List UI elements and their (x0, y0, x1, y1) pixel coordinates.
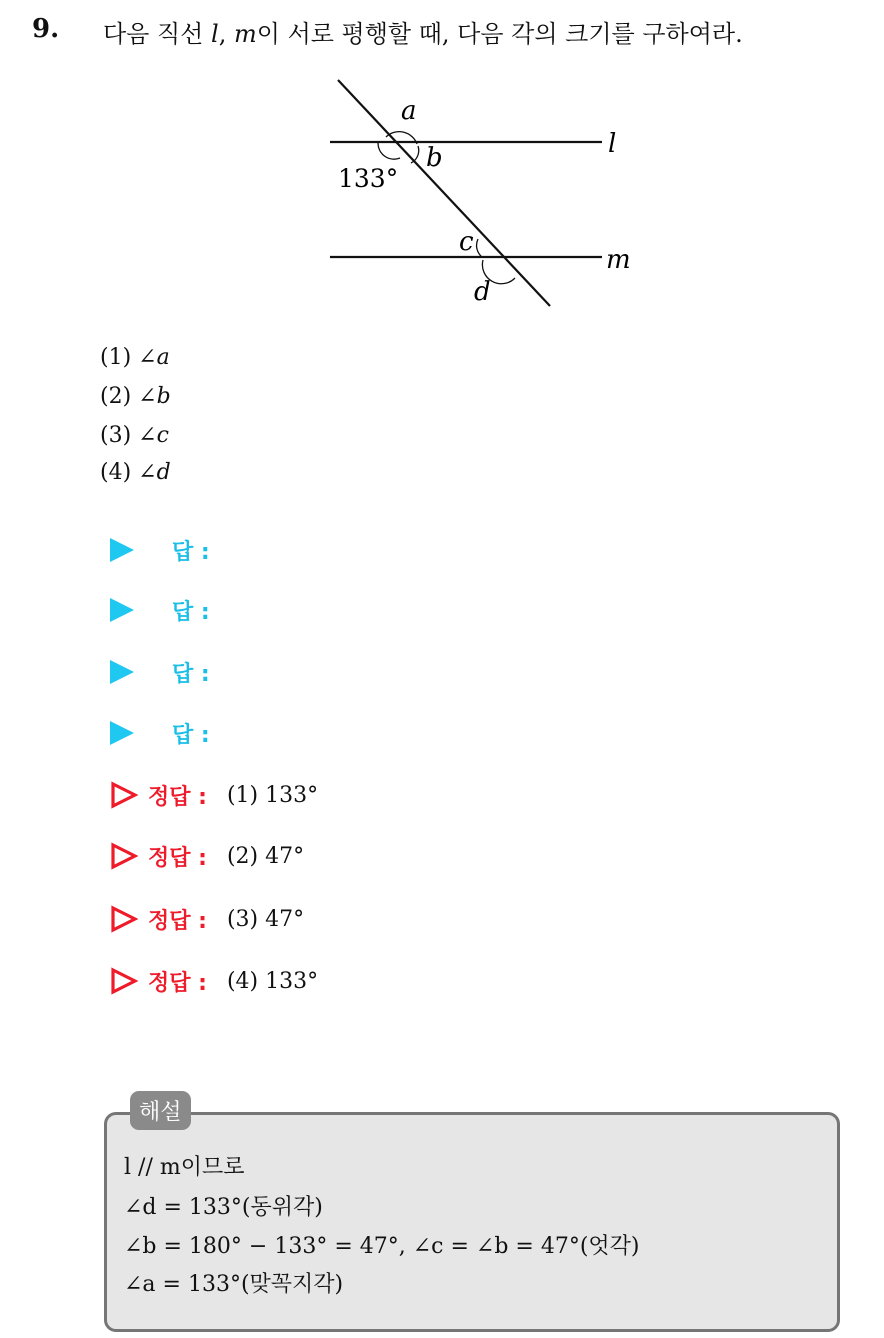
correct-num: (4) (226, 968, 259, 994)
subquestion-var: d (156, 460, 171, 485)
subquestion-var: c (156, 423, 169, 448)
explanation-tab: 해설 (130, 1091, 191, 1130)
correct-num: (2) (226, 843, 259, 869)
play-triangle-icon (110, 721, 134, 745)
transversal (338, 80, 550, 306)
correct-row-3 (110, 899, 304, 939)
correct-row-2 (110, 836, 304, 876)
answer-row-1[interactable] (110, 533, 210, 567)
explanation-line-4: ∠a = 133°(맞꼭지각) (124, 1272, 344, 1297)
label-m: m (606, 245, 631, 275)
label-l: l (608, 129, 617, 159)
explanation-line-3: ∠b = 180° − 133° = 47°, ∠c = ∠b = 47°(엇각) (124, 1234, 640, 1259)
label-a: a (401, 96, 417, 126)
answer-row-2[interactable] (110, 593, 210, 627)
question-number: 9. (32, 14, 60, 44)
explanation-box (104, 1112, 840, 1332)
subquestion-2 (100, 384, 171, 409)
question-prefix: 다음 직선 (103, 20, 204, 48)
subquestion-1 (100, 345, 170, 370)
line-l-var: l (211, 20, 219, 48)
correct-label: 정답 : (148, 845, 207, 871)
answer-row-3[interactable] (110, 655, 210, 689)
correct-value (227, 844, 304, 869)
answer-label: 답 : (172, 539, 210, 565)
correct-label: 정답 : (148, 970, 207, 996)
label-d: d (474, 277, 491, 307)
explanation-line-1: l // m이므로 (124, 1155, 245, 1180)
play-triangle-icon (110, 598, 134, 622)
subquestion-num: (4) (100, 460, 132, 485)
answer-label: 답 : (172, 661, 210, 687)
answer-label: 답 : (172, 722, 210, 748)
subquestion-var: a (156, 345, 170, 370)
correct-num: (1) (226, 782, 259, 808)
explanation-line-2: ∠d = 133°(동위각) (124, 1195, 323, 1220)
subquestion-num: (1) (100, 345, 132, 370)
outline-triangle-icon (110, 905, 138, 933)
label-b: b (426, 143, 443, 173)
correct-num: (3) (226, 906, 259, 932)
subquestion-3 (100, 423, 169, 448)
answer-row-4[interactable] (110, 716, 210, 750)
correct-degree: 47° (265, 843, 305, 869)
correct-degree: 47° (265, 906, 305, 932)
outline-triangle-icon (110, 967, 138, 995)
correct-degree: 133° (265, 782, 319, 808)
arc-133 (378, 143, 400, 159)
correct-value (227, 969, 318, 994)
label-133: 133° (338, 164, 399, 193)
correct-value (227, 783, 318, 808)
correct-degree: 133° (265, 968, 319, 994)
correct-row-4 (110, 961, 318, 1001)
play-triangle-icon (110, 538, 134, 562)
correct-row-1 (110, 775, 318, 815)
label-c: c (459, 227, 474, 257)
question-suffix: 이 서로 평행할 때, 다음 각의 크기를 구하여라. (256, 20, 743, 48)
correct-value (227, 907, 304, 932)
subquestion-num: (3) (100, 423, 132, 448)
angle-symbol: ∠ (138, 460, 157, 485)
subquestion-4 (100, 460, 171, 485)
play-triangle-icon (110, 660, 134, 684)
outline-triangle-icon (110, 781, 138, 809)
outline-triangle-icon (110, 842, 138, 870)
parallel-lines-diagram (320, 74, 640, 314)
correct-label: 정답 : (148, 908, 207, 934)
arc-c (477, 239, 482, 257)
angle-symbol: ∠ (138, 384, 157, 409)
correct-label: 정답 : (148, 784, 207, 810)
subquestion-var: b (156, 384, 171, 409)
answer-label: 답 : (172, 599, 210, 625)
subquestion-num: (2) (100, 384, 132, 409)
question-comma: , (218, 20, 227, 48)
angle-symbol: ∠ (138, 423, 157, 448)
question-text (103, 14, 743, 49)
angle-symbol: ∠ (138, 345, 157, 370)
line-m-var: m (233, 20, 257, 48)
